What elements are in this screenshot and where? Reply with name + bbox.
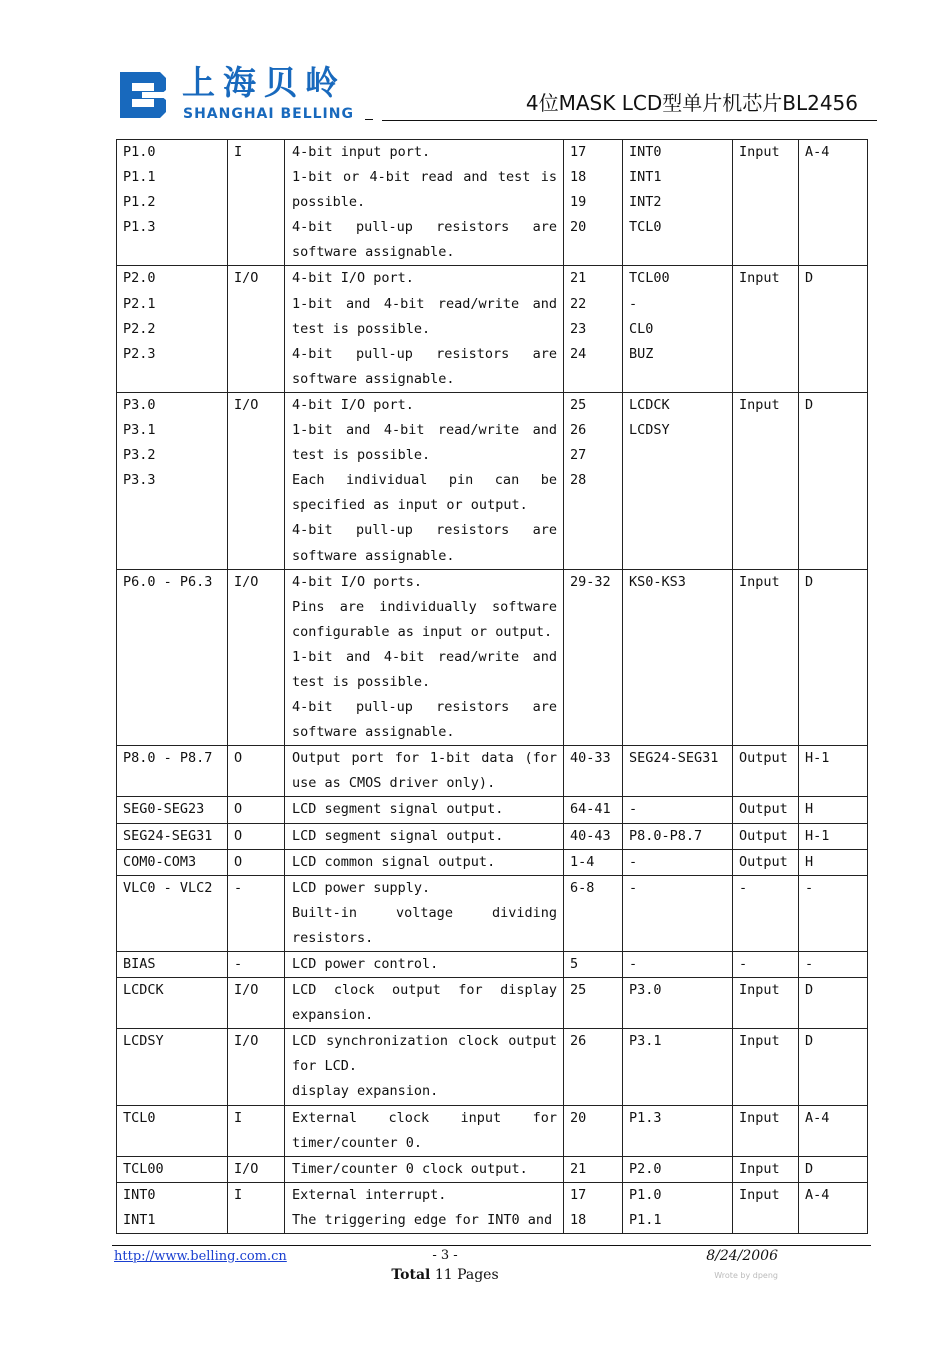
- pin-name-line: P3.3: [123, 472, 156, 489]
- pin-number-cell: [564, 978, 623, 1029]
- circuit-type-cell: A-4: [799, 140, 868, 266]
- shared-with-line: INT0: [629, 144, 662, 160]
- company-name-chinese: 上海贝岭: [182, 63, 346, 102]
- pin-name-cell: [117, 823, 228, 849]
- shared-with-line: SEG24-SEG31: [629, 750, 719, 767]
- shared-with-line: P1.3: [629, 1109, 662, 1126]
- pin-name-cell: [117, 569, 228, 746]
- function-line: Pins are individually software configurable as input or output.: [292, 598, 557, 640]
- shared-with-line: -: [629, 295, 638, 312]
- table-row: [117, 797, 868, 823]
- table-row: [117, 1182, 868, 1233]
- footer-author-note: Wrote by dpeng: [714, 1271, 778, 1280]
- function-line: 1-bit and 4-bit read/write and test is possible.: [292, 295, 557, 337]
- io-type-cell: I/O: [228, 1029, 285, 1105]
- shared-with-line: P8.0-P8.7: [629, 827, 703, 844]
- table-row: [117, 1105, 868, 1156]
- table-row: [117, 978, 868, 1029]
- shared-with-line: LCDCK: [629, 396, 670, 413]
- io-type-cell: O: [228, 849, 285, 875]
- shared-with-line: LCDSY: [629, 422, 670, 439]
- reset-value-cell: -: [733, 875, 799, 951]
- pin-name-line: P1.1: [123, 169, 156, 186]
- shared-with-cell: [623, 978, 733, 1029]
- io-type-cell: I/O: [228, 569, 285, 746]
- pin-name-line: P2.0: [123, 270, 156, 287]
- pin-name-cell: [117, 849, 228, 875]
- shared-with-line: P1.0: [629, 1186, 662, 1203]
- reset-value-cell: Input: [733, 569, 799, 746]
- shared-with-line: P3.1: [629, 1033, 662, 1050]
- pin-number-line: 40-33: [570, 750, 611, 767]
- function-line: 4-bit pull-up resistors are software assignable.: [292, 219, 557, 261]
- function-cell: [285, 952, 564, 978]
- function-line: LCD power supply.: [292, 879, 431, 896]
- website-link[interactable]: http://www.belling.com.cn: [114, 1249, 287, 1264]
- shared-with-cell: [623, 1105, 733, 1156]
- pin-name-line: LCDSY: [123, 1033, 164, 1050]
- pin-number-line: 24: [570, 345, 587, 362]
- shared-with-line: P1.1: [629, 1211, 662, 1228]
- function-line: 4-bit pull-up resistors are software assignable.: [292, 699, 557, 741]
- function-line: 1-bit and 4-bit read/write and test is possible.: [292, 648, 557, 690]
- reset-value-cell: Input: [733, 1182, 799, 1233]
- pin-number-line: 19: [570, 194, 587, 211]
- pin-name-cell: [117, 746, 228, 797]
- pin-name-cell: [117, 797, 228, 823]
- pin-number-cell: [564, 823, 623, 849]
- pin-name-line: TCL00: [123, 1160, 164, 1177]
- shared-with-cell: [623, 1182, 733, 1233]
- reset-value-cell: Input: [733, 1105, 799, 1156]
- reset-value-cell: Input: [733, 1029, 799, 1105]
- function-line: LCD common signal output.: [292, 853, 496, 870]
- shared-with-line: KS0-KS3: [629, 573, 686, 590]
- function-cell: [285, 1156, 564, 1182]
- circuit-type-cell: H-1: [799, 823, 868, 849]
- pin-name-line: P1.0: [123, 144, 156, 160]
- function-line: Timer/counter 0 clock output.: [292, 1160, 528, 1177]
- function-line: display expansion.: [292, 1083, 439, 1100]
- io-type-cell: I/O: [228, 1156, 285, 1182]
- pin-name-line: LCDCK: [123, 982, 164, 999]
- circuit-type-cell: D: [799, 266, 868, 392]
- pin-name-line: P8.0 - P8.7: [123, 750, 213, 767]
- pin-name-cell: [117, 392, 228, 569]
- io-type-cell: I/O: [228, 392, 285, 569]
- function-line: 4-bit pull-up resistors are software assignable.: [292, 345, 557, 387]
- header-rule: [382, 120, 877, 121]
- function-line: 4-bit I/O port.: [292, 270, 414, 287]
- shared-with-line: -: [629, 853, 638, 870]
- footer-date: 8/24/2006: [706, 1248, 778, 1264]
- shared-with-cell: [623, 797, 733, 823]
- pin-name-line: P3.0: [123, 396, 156, 413]
- pin-number-line: 28: [570, 472, 587, 489]
- shared-with-cell: [623, 875, 733, 951]
- pin-number-line: 64-41: [570, 801, 611, 818]
- function-line: 4-bit pull-up resistors are software assignable.: [292, 522, 557, 564]
- pin-name-line: P3.2: [123, 447, 156, 464]
- pin-number-line: 6-8: [570, 879, 595, 896]
- function-cell: [285, 746, 564, 797]
- shared-with-line: P2.0: [629, 1160, 662, 1177]
- function-cell: [285, 1029, 564, 1105]
- circuit-type-cell: D: [799, 978, 868, 1029]
- reset-value-cell: Input: [733, 266, 799, 392]
- pin-number-line: 17: [570, 144, 587, 160]
- shared-with-line: CL0: [629, 320, 654, 337]
- function-line: The triggering edge for INT0 and: [292, 1211, 553, 1228]
- pin-name-line: P2.2: [123, 320, 156, 337]
- io-type-cell: O: [228, 797, 285, 823]
- shared-with-line: P3.0: [629, 982, 662, 999]
- io-type-cell: -: [228, 952, 285, 978]
- reset-value-cell: Input: [733, 978, 799, 1029]
- pin-number-line: 20: [570, 219, 587, 236]
- pin-description-table: [116, 139, 868, 1234]
- reset-value-cell: -: [733, 952, 799, 978]
- pin-number-line: 1-4: [570, 853, 595, 870]
- io-type-cell: I: [228, 1182, 285, 1233]
- pin-name-line: P2.3: [123, 345, 156, 362]
- pin-number-line: 17: [570, 1186, 587, 1203]
- page-number: - 3 -: [432, 1248, 458, 1263]
- table-row: [117, 875, 868, 951]
- table-row: [117, 849, 868, 875]
- table-row: [117, 1156, 868, 1182]
- circuit-type-cell: D: [799, 392, 868, 569]
- shared-with-cell: [623, 266, 733, 392]
- total-label: Total: [391, 1267, 431, 1283]
- pin-name-cell: [117, 266, 228, 392]
- shared-with-cell: [623, 849, 733, 875]
- pin-number-line: 26: [570, 422, 587, 439]
- pin-number-cell: [564, 1029, 623, 1105]
- function-line: LCD synchronization clock output for LCD.: [292, 1033, 557, 1075]
- pin-number-cell: [564, 952, 623, 978]
- table-row: [117, 569, 868, 746]
- pin-number-line: 22: [570, 295, 587, 312]
- shared-with-cell: [623, 1156, 733, 1182]
- pin-number-line: 5: [570, 956, 579, 972]
- shared-with-cell: [623, 569, 733, 746]
- pin-number-cell: [564, 140, 623, 266]
- pin-number-line: 40-43: [570, 827, 611, 844]
- function-cell: [285, 797, 564, 823]
- pin-number-line: 27: [570, 447, 587, 464]
- table-row: [117, 1029, 868, 1105]
- pin-name-cell: [117, 1029, 228, 1105]
- document-title: 4位MASK LCD型单片机芯片BL2456: [525, 91, 858, 115]
- pin-name-line: P1.2: [123, 194, 156, 211]
- io-type-cell: O: [228, 823, 285, 849]
- reset-value-cell: Input: [733, 392, 799, 569]
- pin-number-cell: [564, 797, 623, 823]
- function-line: 4-bit I/O ports.: [292, 573, 423, 590]
- table-row: [117, 266, 868, 392]
- circuit-type-cell: A-4: [799, 1105, 868, 1156]
- function-line: 4-bit input port.: [292, 144, 431, 160]
- shared-with-cell: [623, 952, 733, 978]
- pin-name-line: SEG24-SEG31: [123, 827, 213, 844]
- belling-logo-icon: [116, 68, 168, 122]
- shared-with-line: INT2: [629, 194, 662, 211]
- reset-value-cell: Output: [733, 797, 799, 823]
- pin-number-line: 29-32: [570, 573, 611, 590]
- function-line: External interrupt.: [292, 1186, 447, 1203]
- pin-name-cell: [117, 1182, 228, 1233]
- table-row: [117, 823, 868, 849]
- pin-number-line: 18: [570, 169, 587, 186]
- pin-number-line: 25: [570, 982, 587, 999]
- pin-number-line: 23: [570, 320, 587, 337]
- pin-name-cell: [117, 978, 228, 1029]
- circuit-type-cell: H-1: [799, 746, 868, 797]
- function-line: Output port for 1-bit data (for use as CMOS driver only).: [292, 750, 557, 792]
- pin-number-line: 25: [570, 396, 587, 413]
- pin-number-line: 26: [570, 1033, 587, 1050]
- shared-with-line: BUZ: [629, 345, 654, 362]
- function-cell: [285, 140, 564, 266]
- function-cell: [285, 392, 564, 569]
- function-cell: [285, 569, 564, 746]
- shared-with-cell: [623, 140, 733, 266]
- io-type-cell: I/O: [228, 266, 285, 392]
- pin-number-cell: [564, 1182, 623, 1233]
- circuit-type-cell: H: [799, 849, 868, 875]
- pin-name-cell: [117, 1105, 228, 1156]
- io-type-cell: I: [228, 140, 285, 266]
- table-row: [117, 140, 868, 266]
- circuit-type-cell: -: [799, 952, 868, 978]
- pin-number-cell: [564, 1156, 623, 1182]
- circuit-type-cell: H: [799, 797, 868, 823]
- function-line: LCD clock output for display expansion.: [292, 982, 557, 1024]
- pin-number-cell: [564, 392, 623, 569]
- function-cell: [285, 266, 564, 392]
- company-name-english: SHANGHAI BELLING: [183, 106, 354, 122]
- pin-name-line: P3.1: [123, 422, 156, 439]
- pin-name-line: TCL0: [123, 1109, 156, 1126]
- reset-value-cell: Input: [733, 1156, 799, 1182]
- pin-name-line: BIAS: [123, 956, 156, 972]
- circuit-type-cell: -: [799, 875, 868, 951]
- pin-name-line: P2.1: [123, 295, 156, 312]
- io-type-cell: I: [228, 1105, 285, 1156]
- reset-value-cell: Output: [733, 823, 799, 849]
- function-cell: [285, 1105, 564, 1156]
- circuit-type-cell: D: [799, 569, 868, 746]
- shared-with-cell: [623, 392, 733, 569]
- table-row: [117, 952, 868, 978]
- shared-with-line: -: [629, 801, 638, 818]
- function-line: Built-in voltage dividing resistors.: [292, 904, 557, 946]
- pin-name-cell: [117, 1156, 228, 1182]
- table-row: [117, 746, 868, 797]
- pin-number-cell: [564, 266, 623, 392]
- pin-number-line: 21: [570, 270, 587, 287]
- total-pages: [390, 1265, 500, 1285]
- function-line: LCD power control.: [292, 956, 439, 972]
- reset-value-cell: Output: [733, 849, 799, 875]
- shared-with-cell: [623, 823, 733, 849]
- function-line: 1-bit and 4-bit read/write and test is possible.: [292, 422, 557, 464]
- function-line: 4-bit I/O port.: [292, 396, 414, 413]
- pin-name-line: P1.3: [123, 219, 156, 236]
- shared-with-line: -: [629, 879, 638, 896]
- shared-with-line: INT1: [629, 169, 662, 186]
- pin-name-cell: [117, 875, 228, 951]
- function-cell: [285, 1182, 564, 1233]
- pin-number-line: 18: [570, 1211, 587, 1228]
- table-row: [117, 392, 868, 569]
- function-cell: [285, 823, 564, 849]
- pin-number-cell: [564, 746, 623, 797]
- circuit-type-cell: D: [799, 1029, 868, 1105]
- function-line: LCD segment signal output.: [292, 801, 504, 818]
- shared-with-line: -: [629, 956, 638, 972]
- pin-name-line: COM0-COM3: [123, 853, 197, 870]
- pin-number-cell: [564, 849, 623, 875]
- reset-value-cell: Input: [733, 140, 799, 266]
- io-type-cell: I/O: [228, 978, 285, 1029]
- pin-number-cell: [564, 1105, 623, 1156]
- pin-number-cell: [564, 875, 623, 951]
- header-dash: [365, 119, 373, 120]
- pin-name-cell: [117, 952, 228, 978]
- pin-name-line: P6.0 - P6.3: [123, 573, 213, 590]
- io-type-cell: -: [228, 875, 285, 951]
- footer-rule: [112, 1245, 871, 1246]
- function-line: Each individual pin can be specified as input or output.: [292, 472, 557, 514]
- pin-name-line: VLC0 - VLC2: [123, 879, 213, 896]
- function-line: LCD segment signal output.: [292, 827, 504, 844]
- pin-number-cell: [564, 569, 623, 746]
- pin-name-line: INT1: [123, 1211, 156, 1228]
- function-cell: [285, 875, 564, 951]
- pin-name-cell: [117, 140, 228, 266]
- shared-with-cell: [623, 1029, 733, 1105]
- pin-number-line: 21: [570, 1160, 587, 1177]
- pin-name-line: INT0: [123, 1186, 156, 1203]
- pin-number-line: 20: [570, 1109, 587, 1126]
- pin-name-line: SEG0-SEG23: [123, 801, 205, 818]
- shared-with-line: TCL0: [629, 219, 662, 236]
- function-line: 1-bit or 4-bit read and test is possible.: [292, 169, 557, 211]
- shared-with-cell: [623, 746, 733, 797]
- reset-value-cell: Output: [733, 746, 799, 797]
- function-cell: [285, 978, 564, 1029]
- circuit-type-cell: A-4: [799, 1182, 868, 1233]
- function-cell: [285, 849, 564, 875]
- io-type-cell: O: [228, 746, 285, 797]
- circuit-type-cell: D: [799, 1156, 868, 1182]
- shared-with-line: TCL00: [629, 270, 670, 287]
- total-pages-value: 11 Pages: [434, 1267, 499, 1283]
- function-line: External clock input for timer/counter 0.: [292, 1109, 557, 1151]
